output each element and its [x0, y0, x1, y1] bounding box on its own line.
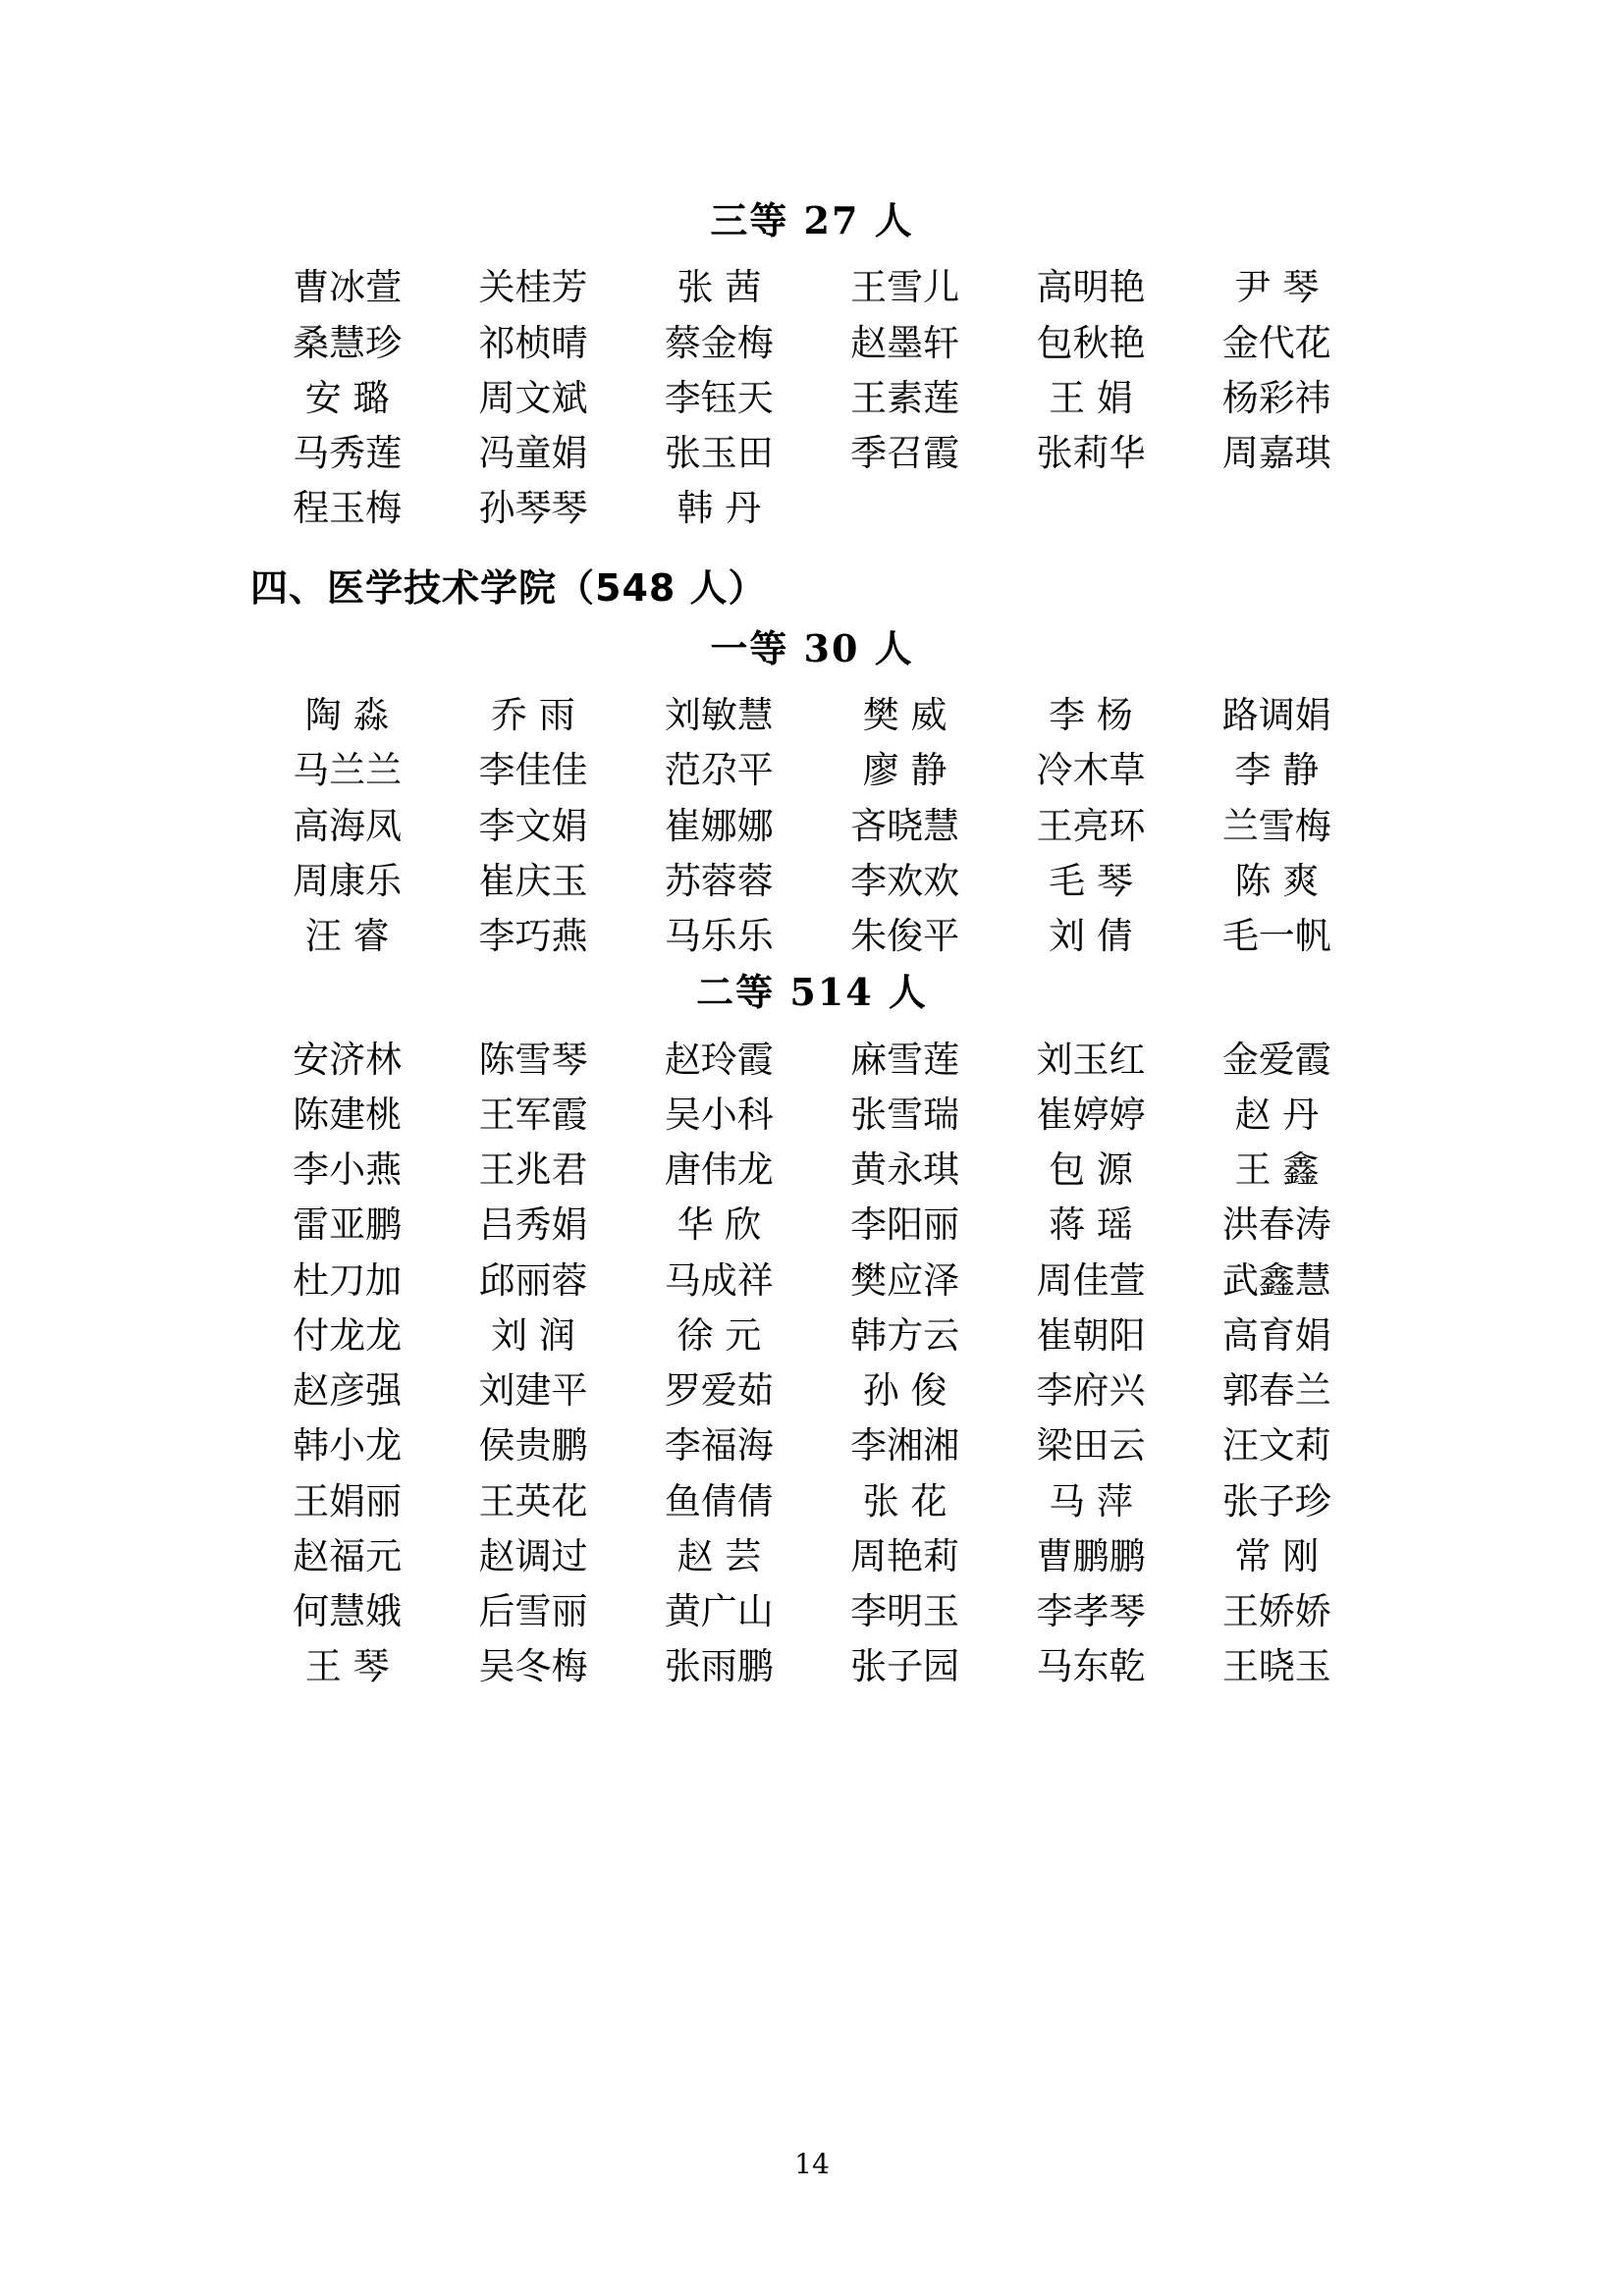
- name-cell: 周嘉琪: [1221, 432, 1331, 475]
- name-cell: 冯童娟: [478, 432, 588, 475]
- name-cell: 徐 元: [677, 1313, 762, 1357]
- name-cell: 王雪儿: [850, 266, 960, 309]
- name-cell: 祁桢晴: [478, 321, 588, 364]
- name-cell: 陈雪琴: [478, 1038, 588, 1081]
- name-cell: 赵墨轩: [850, 321, 960, 364]
- name-grid-second-prize: [254, 1033, 1370, 1695]
- name-cell: 李 静: [1234, 749, 1320, 792]
- name-cell: 杨彩祎: [1221, 376, 1331, 419]
- name-cell: 付龙龙: [293, 1313, 403, 1357]
- name-cell: 马 萍: [1049, 1479, 1133, 1522]
- name-cell: 王亮环: [1036, 804, 1146, 847]
- name-grid-first-prize: [254, 688, 1370, 964]
- name-cell: 华 欣: [677, 1203, 762, 1247]
- name-cell: 周文斌: [478, 376, 588, 419]
- name-cell: 赵 丹: [1234, 1093, 1320, 1136]
- name-cell: 张雨鹏: [664, 1645, 774, 1688]
- name-cell: 麻雪莲: [850, 1038, 960, 1081]
- name-cell: 李文娟: [478, 804, 588, 847]
- name-cell: 王娟丽: [293, 1479, 403, 1522]
- name-cell: 王 娟: [1049, 376, 1133, 419]
- name-cell: 兰雪梅: [1221, 804, 1331, 847]
- name-cell: 马成祥: [664, 1258, 774, 1302]
- name-cell: 洪春涛: [1221, 1203, 1331, 1247]
- name-cell: 李佳佳: [478, 749, 588, 792]
- name-cell: 李明玉: [850, 1590, 960, 1633]
- name-cell: 李 杨: [1049, 694, 1133, 737]
- name-cell: 刘建平: [478, 1369, 588, 1413]
- name-cell: 马秀莲: [293, 432, 403, 475]
- name-cell: 范尕平: [664, 749, 774, 792]
- name-cell: 包秋艳: [1036, 321, 1146, 364]
- name-cell: 苏蓉蓉: [664, 859, 774, 902]
- name-cell: 周康乐: [293, 859, 403, 902]
- name-cell: 金代花: [1221, 321, 1331, 364]
- name-cell: 崔娜娜: [664, 804, 774, 847]
- name-cell: 廖 静: [862, 749, 947, 792]
- name-cell: 路调娟: [1221, 694, 1331, 737]
- name-cell: 鱼倩倩: [664, 1479, 774, 1522]
- name-cell: 曹鹏鹏: [1036, 1534, 1146, 1577]
- name-cell: 蔡金梅: [664, 321, 774, 364]
- name-cell: 曹冰萱: [293, 266, 403, 309]
- name-cell: 韩 丹: [677, 487, 762, 530]
- name-cell: 常 刚: [1234, 1534, 1320, 1577]
- name-cell: 马东乾: [1036, 1645, 1146, 1688]
- name-cell: 王 琴: [304, 1645, 390, 1688]
- name-cell: 包 源: [1049, 1148, 1133, 1192]
- name-cell: 武鑫慧: [1221, 1258, 1331, 1302]
- name-cell: 周佳萱: [1036, 1258, 1146, 1302]
- name-cell: 周艳莉: [850, 1534, 960, 1577]
- name-cell: 李欢欢: [850, 859, 960, 902]
- name-cell: 李钰天: [664, 376, 774, 419]
- name-cell: 赵 芸: [677, 1534, 762, 1577]
- name-cell: 陶 淼: [304, 694, 390, 737]
- name-grid-third-prize-wrap: [250, 260, 1374, 536]
- name-cell: 马乐乐: [664, 915, 774, 958]
- name-cell: 刘玉红: [1036, 1038, 1146, 1081]
- name-cell: 郭春兰: [1221, 1369, 1331, 1413]
- name-cell: 陈 爽: [1234, 859, 1320, 902]
- name-cell: 李小燕: [293, 1148, 403, 1192]
- name-cell: 乔 雨: [491, 694, 575, 737]
- name-cell: 崔朝阳: [1036, 1313, 1146, 1357]
- name-cell: 李阳丽: [850, 1203, 960, 1247]
- name-cell: 汪 睿: [304, 915, 390, 958]
- name-cell: 金爱霞: [1221, 1038, 1331, 1081]
- name-cell: 赵福元: [293, 1534, 403, 1577]
- name-cell: 高明艳: [1036, 266, 1146, 309]
- name-cell: 张莉华: [1036, 432, 1146, 475]
- name-cell: 桑慧珍: [293, 321, 403, 364]
- name-cell: 樊 威: [862, 694, 947, 737]
- name-cell: 吝晓慧: [850, 804, 960, 847]
- section-heading-third-prize: 三等 27 人: [710, 198, 914, 242]
- name-cell: 李府兴: [1036, 1369, 1146, 1413]
- name-cell: 吕秀娟: [478, 1203, 588, 1247]
- name-cell: 梁田云: [1036, 1424, 1146, 1468]
- name-cell: 刘 润: [491, 1313, 575, 1357]
- name-cell: 马兰兰: [293, 749, 403, 792]
- name-cell: 吴小科: [664, 1093, 774, 1136]
- name-cell: 安 璐: [304, 376, 390, 419]
- name-cell: 罗爱茹: [664, 1369, 774, 1413]
- name-cell: 赵玲霞: [664, 1038, 774, 1081]
- name-cell: 高海凤: [293, 804, 403, 847]
- name-cell: 李福海: [664, 1424, 774, 1468]
- name-cell: 尹 琴: [1234, 266, 1320, 309]
- name-cell: 王 鑫: [1234, 1148, 1320, 1192]
- name-cell: 孙琴琴: [478, 487, 588, 530]
- name-cell: 唐伟龙: [664, 1148, 774, 1192]
- name-cell: 季召霞: [850, 432, 960, 475]
- name-cell: 韩方云: [850, 1313, 960, 1357]
- name-cell: 赵调过: [478, 1534, 588, 1577]
- name-cell: 张子珍: [1221, 1479, 1331, 1522]
- name-cell: 陈建桃: [293, 1093, 403, 1136]
- name-cell: 王素莲: [850, 376, 960, 419]
- name-cell: 安济林: [293, 1038, 403, 1081]
- section-third-prize: [250, 196, 1374, 537]
- name-cell: 孙 俊: [862, 1369, 947, 1413]
- name-cell: 韩小龙: [293, 1424, 403, 1468]
- section-heading-first-prize: 一等 30 人: [710, 625, 914, 670]
- name-cell: 张 茜: [677, 266, 762, 309]
- name-cell: 后雪丽: [478, 1590, 588, 1633]
- name-cell: 王娇娇: [1221, 1590, 1331, 1633]
- name-cell: 何慧娥: [293, 1590, 403, 1633]
- name-cell: 张 花: [862, 1479, 947, 1522]
- name-cell: 崔婷婷: [1036, 1093, 1146, 1136]
- section-first-prize: [250, 624, 1374, 965]
- name-cell: 张子园: [850, 1645, 960, 1688]
- name-cell: 崔庆玉: [478, 859, 588, 902]
- name-cell: 李湘湘: [850, 1424, 960, 1468]
- name-cell: 黄永琪: [850, 1148, 960, 1192]
- name-cell: 刘敏慧: [664, 694, 774, 737]
- name-cell: 杜刀加: [293, 1258, 403, 1302]
- name-cell: 刘 倩: [1049, 915, 1133, 958]
- name-cell: 李孝琴: [1036, 1590, 1146, 1633]
- name-cell: 李巧燕: [478, 915, 588, 958]
- name-cell: 王英花: [478, 1479, 588, 1522]
- name-grid-first-prize-wrap: [250, 688, 1374, 964]
- name-cell: 程玉梅: [293, 487, 403, 530]
- name-cell: 王军霞: [478, 1093, 588, 1136]
- name-cell: 汪文莉: [1221, 1424, 1331, 1468]
- name-cell: 赵彦强: [293, 1369, 403, 1413]
- name-cell: 吴冬梅: [478, 1645, 588, 1688]
- page-number: 14: [794, 2148, 830, 2180]
- name-cell: 黄广山: [664, 1590, 774, 1633]
- name-cell: 王兆君: [478, 1148, 588, 1192]
- name-cell: 王晓玉: [1221, 1645, 1331, 1688]
- section-heading-college: 四、医学技术学院（548 人）: [250, 565, 767, 610]
- name-cell: 关桂芳: [478, 266, 588, 309]
- name-cell: 毛 琴: [1049, 859, 1133, 902]
- section-second-prize: [250, 968, 1374, 1694]
- name-cell: 蒋 瑶: [1049, 1203, 1133, 1247]
- section-heading-second-prize: 二等 514 人: [696, 970, 928, 1015]
- name-cell: 高育娟: [1221, 1313, 1331, 1357]
- name-cell: 张玉田: [664, 432, 774, 475]
- name-cell: 毛一帆: [1221, 915, 1331, 958]
- name-cell: 邱丽蓉: [478, 1258, 588, 1302]
- name-cell: 张雪瑞: [850, 1093, 960, 1136]
- name-cell: 冷木草: [1036, 749, 1146, 792]
- name-grid-third-prize: [254, 260, 1370, 536]
- name-cell: 侯贵鹏: [478, 1424, 588, 1468]
- name-cell: 樊应泽: [850, 1258, 960, 1302]
- name-cell: 朱俊平: [850, 915, 960, 958]
- name-cell: 雷亚鹏: [293, 1203, 403, 1247]
- name-grid-second-prize-wrap: [250, 1033, 1374, 1695]
